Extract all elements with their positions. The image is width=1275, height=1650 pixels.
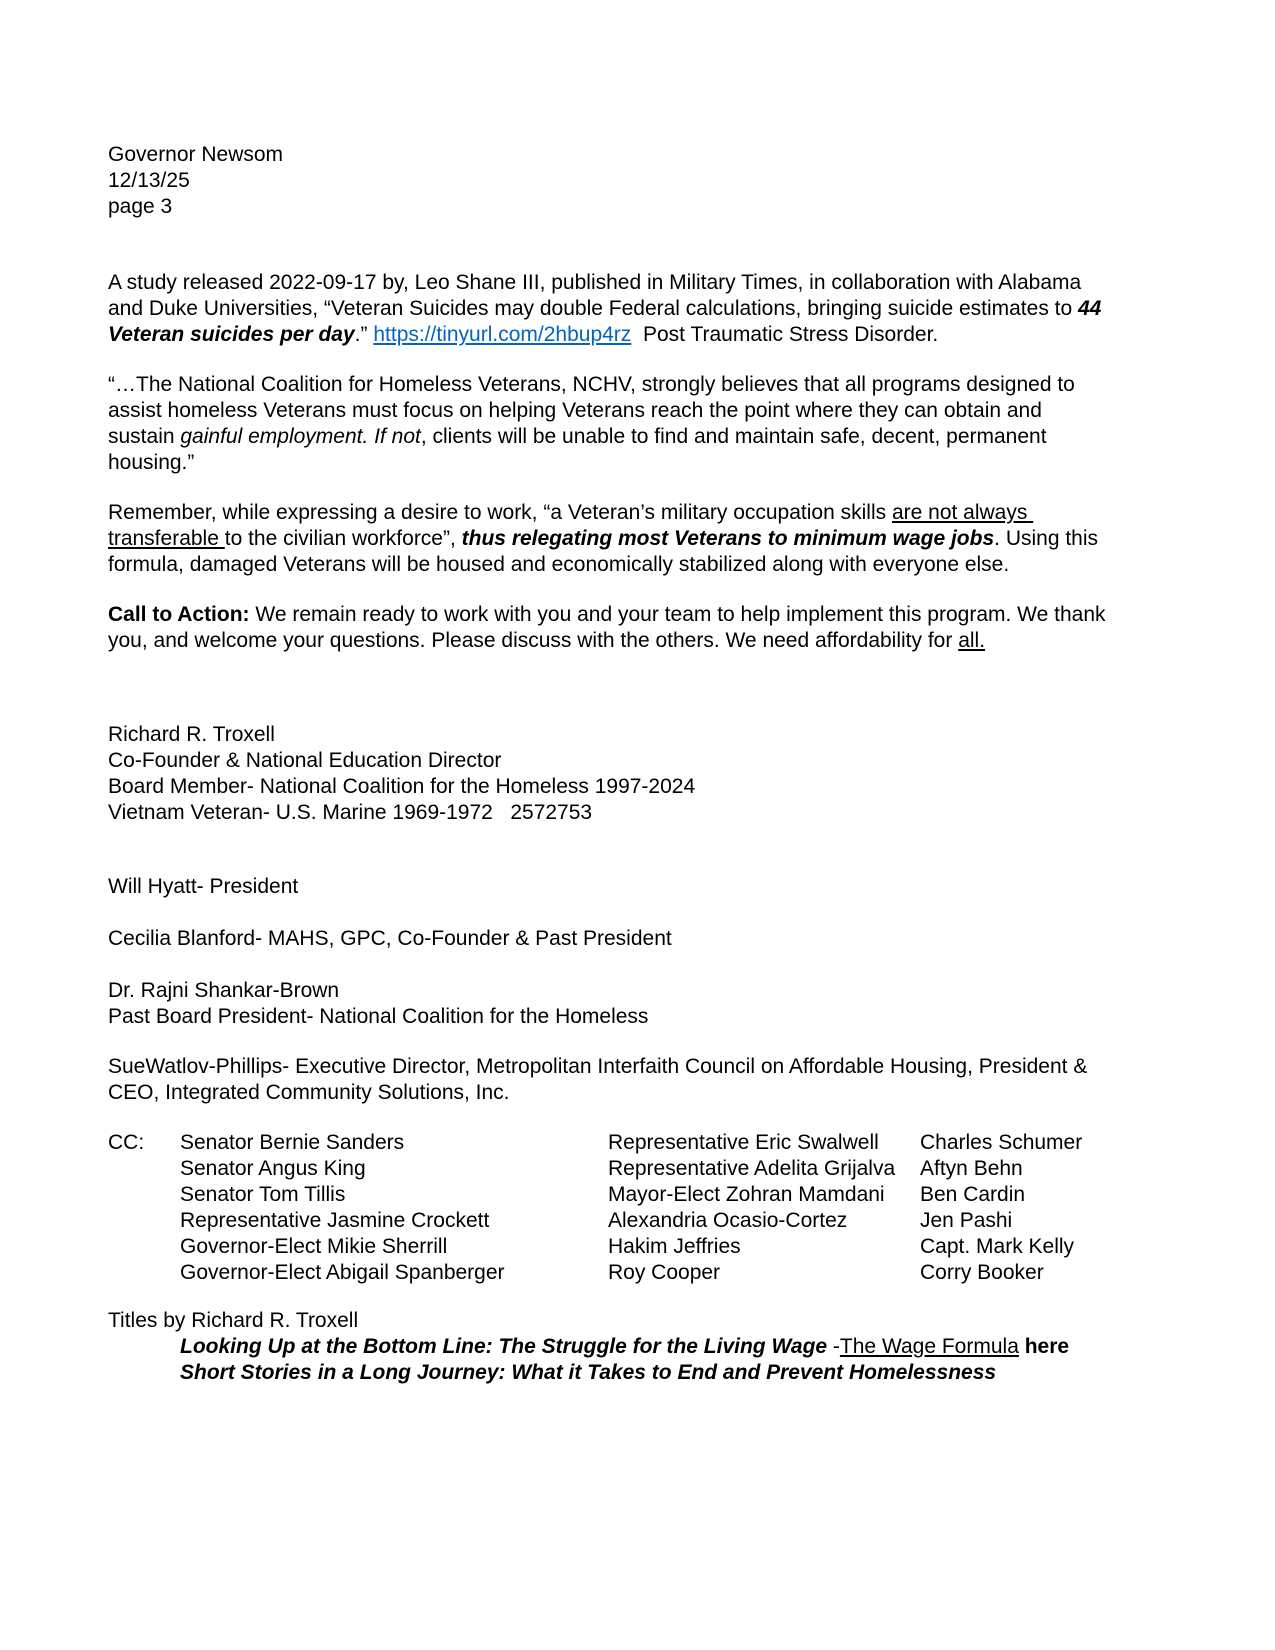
cc-label: CC: (108, 1131, 145, 1154)
text-segment: , clients will be unable to find and maintain safe, decent, permanent housing.” (108, 425, 1053, 474)
cosigner-will-hyatt (108, 874, 1110, 900)
titles-section (108, 1308, 1110, 1386)
cosigner-cecilia-blanford (108, 926, 1110, 952)
cc-name: Governor-Elect Mikie Sherrill (180, 1235, 448, 1258)
text-segment: here (1024, 1335, 1070, 1358)
cc-column-2 (608, 1130, 920, 1286)
letter-header (108, 142, 1110, 220)
cc-section (108, 1130, 1110, 1286)
header-page-number: page 3 (108, 195, 173, 218)
text-segment: The Wage Formula (839, 1335, 1019, 1358)
cc-name: Mayor-Elect Zohran Mamdani (608, 1183, 885, 1206)
cc-name: Senator Angus King (180, 1157, 366, 1180)
signature-line: Vietnam Veteran- U.S. Marine 1969-1972 2572753 (108, 801, 593, 824)
cc-name: Charles Schumer (920, 1131, 1083, 1154)
cc-name: Ben Cardin (920, 1183, 1026, 1206)
cc-column-3 (920, 1130, 1110, 1286)
cosigner-suewatlov-phillips (108, 1054, 1110, 1106)
titles-heading: Titles by Richard R. Troxell (108, 1309, 359, 1332)
cosigner-rajni-shankar-brown (108, 978, 1110, 1030)
signature-line: Co-Founder & National Education Director (108, 749, 502, 772)
cosigner-line: SueWatlov-Phillips- Executive Director, Metropolitan Interfaith Council on Affordable Housing, President & CEO, Integrated Community Solutions, Inc. (108, 1055, 1094, 1104)
text-segment: We remain ready to work with you and your team to help implement this program. We thank you, and welcome your questions. Please discuss with the others. We need affordability for (108, 603, 1112, 652)
letter-content (108, 142, 1110, 1386)
text-segment: to the civilian workforce”, (224, 527, 462, 550)
book-title-short-stories (108, 1360, 1110, 1386)
cc-name: Alexandria Ocasio-Cortez (608, 1209, 848, 1232)
text-segment: Post Traumatic Stress Disorder. (631, 323, 939, 346)
text-segment: Remember, while expressing a desire to work, “a Veteran’s military occupation skills (108, 501, 892, 524)
text-segment: are not always transferable (108, 501, 1034, 550)
text-segment: A study released 2022-09-17 by, Leo Shane III, published in Military Times, in collaboration with Alabama and Duke Universities, “Veteran Suicides may double Federal calculations, bringing suicide estimates to (108, 271, 1088, 320)
text-segment: gainful employment. If not (180, 425, 421, 448)
cc-name: Senator Tom Tillis (180, 1183, 346, 1206)
text-segment: Looking Up at the Bottom Line: The Struggle for the Living Wage (180, 1335, 828, 1358)
cc-name: Aftyn Behn (920, 1157, 1023, 1180)
cosigner-line: Will Hyatt- President (108, 875, 299, 898)
paragraph-study (108, 270, 1110, 348)
cosigner-line: Cecilia Blanford- MAHS, GPC, Co-Founder & Past President (108, 927, 672, 950)
text-segment: thus relegating most Veterans to minimum wage jobs (461, 527, 995, 550)
cc-name: Governor-Elect Abigail Spanberger (180, 1261, 505, 1284)
cc-name: Representative Adelita Grijalva (608, 1157, 896, 1180)
cosigner-line: Past Board President- National Coalition for the Homeless (108, 1005, 649, 1028)
text-segment: “…The National Coalition for Homeless Veterans, NCHV, strongly believes that all programs designed to assist homeless Veterans must focus on helping Veterans reach the point where they can obtain and sustain (108, 373, 1081, 448)
cc-name: Jen Pashi (920, 1209, 1013, 1232)
book-title-looking-up (108, 1334, 1110, 1360)
signature-line: Richard R. Troxell (108, 723, 275, 746)
cc-column-1 (180, 1130, 608, 1286)
cc-name: Senator Bernie Sanders (180, 1131, 405, 1154)
paragraph-call-to-action (108, 602, 1110, 654)
text-segment: 44 Veteran suicides per day (108, 297, 1108, 346)
cc-name: Representative Eric Swalwell (608, 1131, 879, 1154)
paragraph-remember (108, 500, 1110, 578)
text-segment: . Using this formula, damaged Veterans will be housed and economically stabilized along with everyone else. (108, 527, 1104, 576)
text-segment: .” (354, 323, 374, 346)
text-segment: all. (958, 629, 986, 652)
cc-name: Hakim Jeffries (608, 1235, 741, 1258)
text-segment: Call to Action: (108, 603, 250, 626)
signature-block (108, 722, 1110, 826)
tinyurl-hyperlink[interactable]: https://tinyurl.com/2hbup4rz (373, 323, 632, 346)
cosigner-line: Dr. Rajni Shankar-Brown (108, 979, 340, 1002)
text-segment: Short Stories in a Long Journey: What it Takes to End and Prevent Homelessness (180, 1361, 997, 1384)
text-segment: - (827, 1335, 840, 1358)
signature-line: Board Member- National Coalition for the Homeless 1997-2024 (108, 775, 696, 798)
cc-name: Capt. Mark Kelly (920, 1235, 1075, 1258)
paragraph-nchv-quote (108, 372, 1110, 476)
cc-name: Roy Cooper (608, 1261, 721, 1284)
cc-name: Representative Jasmine Crockett (180, 1209, 490, 1232)
header-date: 12/13/25 (108, 169, 190, 192)
cc-name: Corry Booker (920, 1261, 1044, 1284)
header-recipient: Governor Newsom (108, 143, 284, 166)
